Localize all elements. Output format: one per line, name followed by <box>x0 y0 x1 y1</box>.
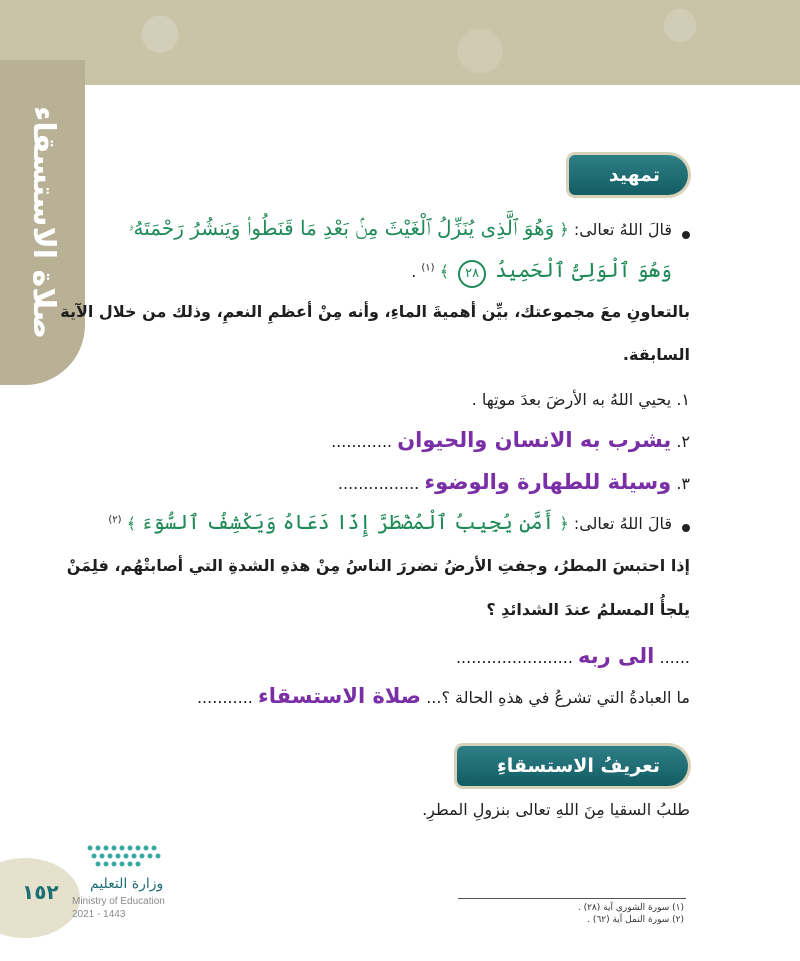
item-number: ١. <box>676 390 690 409</box>
footnote-divider <box>458 898 686 899</box>
bullet <box>682 524 690 532</box>
question-line2: يلجأُ المسلمُ عندَ الشدائدِ ؟ <box>486 600 690 619</box>
question2-line <box>197 684 690 708</box>
publisher-name-en: Ministry of Education <box>72 896 165 907</box>
question-line1: إذا احتبسَ المطرُ، وجفتِ الأرضُ تضررَ الناسُ مِنْ هذهِ الشدةِ التي أصابتْهُم، فلِمَنْ <box>66 556 690 575</box>
section-intro-badge <box>569 155 688 195</box>
verse1-line2 <box>411 258 672 288</box>
ayah-number-badge: ٢٨ <box>458 260 486 288</box>
header-band <box>0 0 800 85</box>
question2-text: ما العبادةُ التي تشرعُ في هذهِ الحالة ؟... <box>426 688 690 707</box>
verse1-text-1: وَهُوَ ٱلَّذِى يُنَزِّلُ ٱلْغَيْثَ مِنۢ بَعْدِ مَا قَنَطُوا۟ وَيَنشُرُ رَحْمَتَهُۥ <box>128 216 555 240</box>
footnote-ref-1: (١) <box>421 262 435 274</box>
list-item <box>331 428 690 452</box>
footnote-ref-2: (٢) <box>108 514 122 526</box>
verse2-intro: قالَ اللهُ تعالى: <box>573 514 672 533</box>
verse1-text-2: وَهُوَ ٱلْوَلِىُّ ٱلْحَمِيدُ <box>495 258 672 282</box>
item-answer: وسيلة للطهارة والوضوء <box>424 470 672 494</box>
ministry-logo-icon <box>84 842 174 872</box>
verse2-text: أَمَّن يُجِيبُ ٱلْمُضْطَرَّ إِذَا دَعَاهُ وَيَكْشِفُ ٱلسُّوٓءَ <box>141 510 555 534</box>
ornament-close-icon: ﴾ <box>439 262 450 281</box>
bullet <box>682 231 690 239</box>
period: . <box>411 262 417 281</box>
item-dots: ................ <box>337 474 420 493</box>
ornament-close-icon: ﴾ <box>126 514 137 533</box>
publisher-name-ar: وزارة التعليم <box>90 876 164 892</box>
question-answer-line <box>456 644 690 668</box>
item-dots: ............ <box>331 432 393 451</box>
task1-line1: بالتعاونِ معَ مجموعتك، بيِّن أهميةَ الماءِ، وأنه مِنْ أعظمِ النعمِ، وذلك من خلال الآية <box>60 302 690 321</box>
page-number-badge <box>0 858 80 938</box>
item-text: يحيي اللهُ به الأرضَ بعدَ موتِها . <box>471 390 672 409</box>
chapter-title: صلاة الاستسقاء <box>26 106 61 340</box>
question2-dots: ........... <box>196 688 253 707</box>
ornament-open-icon: ﴿ <box>559 220 569 239</box>
task1-line2: السابقة. <box>622 345 690 364</box>
list-item <box>338 470 690 494</box>
ornament-open-icon: ﴿ <box>559 514 569 533</box>
definition-text: طلبُ السقيا مِنَ اللهِ تعالى بنزولِ المطرِ. <box>422 800 690 819</box>
verse1-line1 <box>129 216 672 240</box>
question-answer: الى ربه <box>578 644 655 668</box>
page-number: ١٥٢ <box>22 880 59 904</box>
answer-dots-before: ...... <box>659 648 690 667</box>
section-def-title: تعريفُ الاستسقاءِ <box>496 755 660 777</box>
section-intro-title: تمهيد <box>608 164 660 186</box>
publisher-year: 2021 - 1443 <box>72 909 126 920</box>
section-def-badge <box>457 746 688 786</box>
item-number: ٢. <box>676 432 690 451</box>
answer-dots-after: ....................... <box>455 648 573 667</box>
footnote-2: (٢) سورة النمل آية (٦٢) . <box>587 915 684 925</box>
question2-answer: صلاة الاستسقاء <box>257 684 422 708</box>
footnote-1: (١) سورة الشورى آية (٢٨) . <box>577 903 684 913</box>
verse2-line <box>108 510 672 534</box>
list-item <box>472 390 690 409</box>
item-number: ٣. <box>676 474 690 493</box>
item-answer: يشرب به الانسان والحيوان <box>397 428 672 452</box>
verse1-intro: قالَ اللهُ تعالى: <box>573 220 672 239</box>
